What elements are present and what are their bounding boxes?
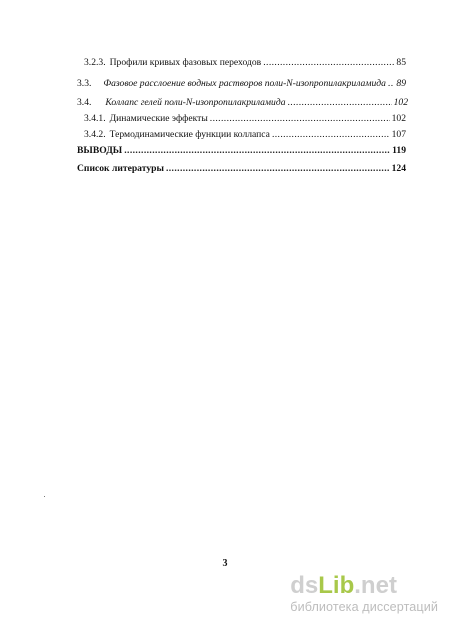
toc-entry-3-3 (77, 78, 406, 90)
dot-leader (288, 97, 392, 109)
toc-entry-references (77, 163, 406, 175)
watermark[interactable] (290, 574, 438, 614)
toc-entry-page: 102 (391, 113, 406, 124)
dot-leader (272, 129, 390, 141)
toc-entry-title: Список литературы (77, 163, 164, 174)
toc-entry-conclusions (77, 145, 406, 157)
toc-entry-page: 85 (396, 57, 406, 68)
dot-leader (124, 145, 390, 157)
toc-entry-number: 3.2.3. (84, 57, 106, 68)
dot-leader (263, 57, 394, 69)
toc-entry-3-4-1 (84, 113, 406, 125)
toc-entry-page: 89 (396, 78, 406, 89)
toc-entry-page: 102 (393, 97, 408, 108)
dot-leader (388, 78, 395, 90)
toc-entry-title: Фазовое расслоение водных растворов поли-N-изопропилакриламида (103, 78, 386, 89)
toc-entry-number: 3.4. (77, 97, 92, 108)
toc-entry-number: 3.4.2. (84, 129, 106, 140)
toc-entry-page: 107 (391, 129, 406, 140)
watermark-logo-ds: ds (290, 572, 319, 599)
dot-leader (210, 113, 390, 125)
scan-speck (44, 496, 45, 497)
watermark-logo-net: .net (354, 572, 397, 599)
toc-entry-3-4-2 (84, 129, 406, 141)
watermark-logo-lib: Lib (318, 572, 355, 599)
toc-entry-title: Термодинамические функции коллапса (109, 129, 270, 140)
toc-entry-page: 124 (391, 163, 406, 174)
toc-entry-page: 119 (392, 145, 406, 156)
toc-entry-title: ВЫВОДЫ (77, 145, 123, 156)
toc-entry-title: Динамические эффекты (109, 113, 208, 124)
toc-entry-title: Профили кривых фазовых переходов (109, 57, 262, 68)
dot-leader (166, 163, 390, 175)
watermark-subtitle: библиотека диссертаций (290, 600, 438, 614)
toc-entry-number: 3.4.1. (84, 113, 106, 124)
toc-entry-3-4 (77, 97, 408, 109)
toc-entry-3-2-3 (84, 57, 406, 69)
page-number: 3 (222, 558, 228, 569)
toc-entry-number: 3.3. (77, 78, 92, 89)
watermark-logo (290, 574, 438, 598)
toc-entry-title: Коллапс гелей поли-N-изопропилакриламида (105, 97, 286, 108)
